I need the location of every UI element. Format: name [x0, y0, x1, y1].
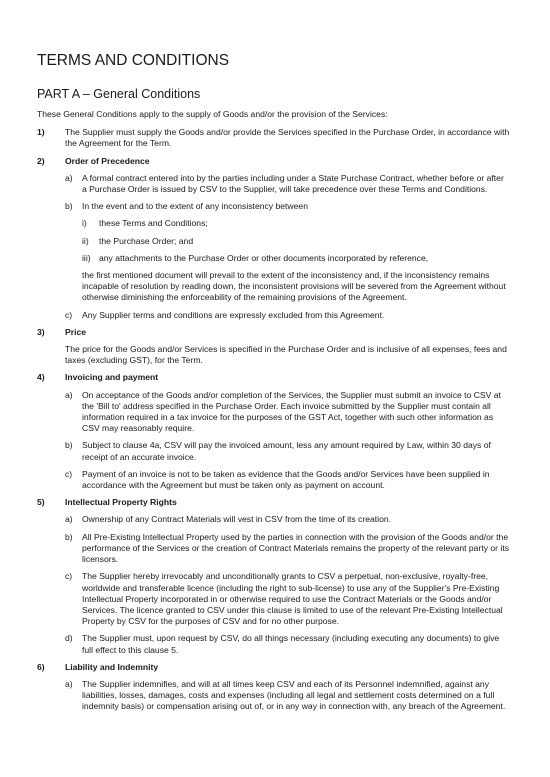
clause-heading: Liability and Indemnity — [65, 661, 159, 672]
clause-2b-i — [82, 218, 510, 229]
item-label: i) — [82, 218, 87, 229]
item-label: c) — [65, 468, 73, 479]
item-text: the Purchase Order; and — [99, 235, 194, 246]
item-text: Any Supplier terms and conditions are expressly excluded from this Agreement. — [82, 309, 385, 320]
clause-2c — [65, 310, 510, 321]
clause-heading: Intellectual Property Rights — [65, 497, 177, 508]
clause-number: 2) — [37, 155, 45, 166]
clause-number: 4) — [37, 372, 45, 383]
item-label: iii) — [82, 252, 91, 263]
intro-paragraph: These General Conditions apply to the supply of Goods and/or the provision of the Services: — [37, 109, 388, 119]
clause-4c — [65, 469, 510, 491]
clause-2b-ii — [82, 236, 510, 247]
item-text: A formal contract entered into by the parties including under a State Purchase Contract, whether before or after a Purchase Order is issued by CSV to the Supplier, will take precedence over these Terms and Conditions. — [82, 172, 504, 195]
item-text: Subject to clause 4a, CSV will pay the invoiced amount, less any amount required by Law, within 30 days of receipt of an accurate invoice. — [82, 440, 491, 462]
item-text: All Pre-Existing Intellectual Property used by the parties in connection with the provision of the Goods and/or the performance of the Services or the creation of Contract Materials remains the property of the relevant party or its licensors. — [82, 531, 510, 565]
item-label: a) — [65, 678, 73, 689]
clause-2-heading — [37, 156, 510, 167]
clause-5d — [65, 633, 510, 655]
clause-5-heading — [37, 497, 510, 508]
item-label: b) — [65, 440, 73, 451]
item-text: The Supplier indemnifies, and will at all times keep CSV and each of its Personnel indemnified, against any liabilities, losses, damages, costs and expenses (including all legal and settlement costs determined on a full indemnity basis) or compensation arising out of, or in any way in connection with, any breach of the Agreement. — [82, 678, 506, 712]
clause-heading: Order of Precedence — [65, 155, 150, 166]
part-heading: PART A – General Conditions — [37, 87, 201, 101]
clause-4a — [65, 390, 510, 435]
clause-heading: Price — [65, 326, 87, 337]
clause-text: The Supplier must supply the Goods and/or provide the Services specified in the Purchase Order, in accordance with the Agreement for the Term. — [65, 127, 510, 149]
item-text: On acceptance of the Goods and/or completion of the Services, the Supplier must submit an invoice to CSV at the 'Bill to' address specified in the Purchase Order. Each invoice submitted by the Supplier must contain all information required in a tax invoice for the purposes of the GST Act, together with such other information as CSV may reasonably require. — [82, 389, 501, 434]
item-label: b) — [65, 201, 73, 212]
item-label: c) — [65, 309, 73, 320]
clause-5a — [65, 514, 510, 525]
item-label: a) — [65, 389, 73, 400]
item-text: Ownership of any Contract Materials will vest in CSV from the time of its creation. — [82, 514, 392, 525]
clause-1 — [37, 127, 510, 149]
clause-number: 3) — [37, 326, 45, 337]
clause-2b-tail: the first mentioned document will prevail to the extent of the inconsistency and, if the inconsistency remains incapable of resolution by reading down, the inconsistent provisions will be severed from the Agreement without otherwise diminishing the enforceability of the remaining provisions of the Agreement. — [82, 270, 506, 303]
item-label: ii) — [82, 235, 89, 246]
item-label: c) — [65, 571, 73, 582]
clause-number: 1) — [37, 127, 45, 138]
clause-2a — [65, 173, 510, 195]
clause-5b — [65, 532, 510, 566]
item-label: a) — [65, 514, 73, 525]
item-text: Payment of an invoice is not to be taken as evidence that the Goods and/or Services have been supplied in accordance with the Agreement but must be taken only as payment on account. — [82, 468, 490, 491]
clause-4-heading — [37, 372, 510, 383]
item-text: these Terms and Conditions; — [99, 218, 208, 229]
clause-4b — [65, 440, 510, 462]
clause-2b — [65, 201, 510, 212]
item-label: d) — [65, 633, 73, 644]
document-title: TERMS AND CONDITIONS — [37, 52, 230, 69]
item-text: The Supplier must, upon request by CSV, do all things necessary (including executing any documents) to give full effect to this clause 5. — [82, 633, 500, 655]
item-text: In the event and to the extent of any inconsistency between — [82, 201, 308, 212]
clause-number: 6) — [37, 661, 45, 672]
item-text: The Supplier hereby irrevocably and unconditionally grants to CSV a perpetual, non-exclusive, royalty-free, worldwide and transferable licence (including the right to sub-license) to use any of the Supplier's Pre-Existing Intellectual Property incorporated in or otherwise required to use the Contract Materials or the Goods and/or Services. The licence granted to CSV under this clause is limited to use of the relevant Pre-Existing Intellectual Property by CSV for the purposes of CSV and for no other purpose. — [82, 571, 503, 627]
clause-3-text: The price for the Goods and/or Services is specified in the Purchase Order and is inclusive of all expenses, fees and taxes (excluding GST), for the Term. — [65, 344, 507, 366]
clause-6a — [65, 679, 510, 713]
clause-3-heading — [37, 327, 510, 338]
clause-2b-iii — [82, 253, 510, 264]
clause-number: 5) — [37, 497, 45, 508]
clause-heading: Invoicing and payment — [65, 372, 159, 383]
clause-6-heading — [37, 662, 510, 673]
clause-5c — [65, 571, 510, 627]
item-text: any attachments to the Purchase Order or other documents incorporated by reference, — [99, 252, 429, 263]
item-label: b) — [65, 531, 73, 542]
item-label: a) — [65, 172, 73, 183]
